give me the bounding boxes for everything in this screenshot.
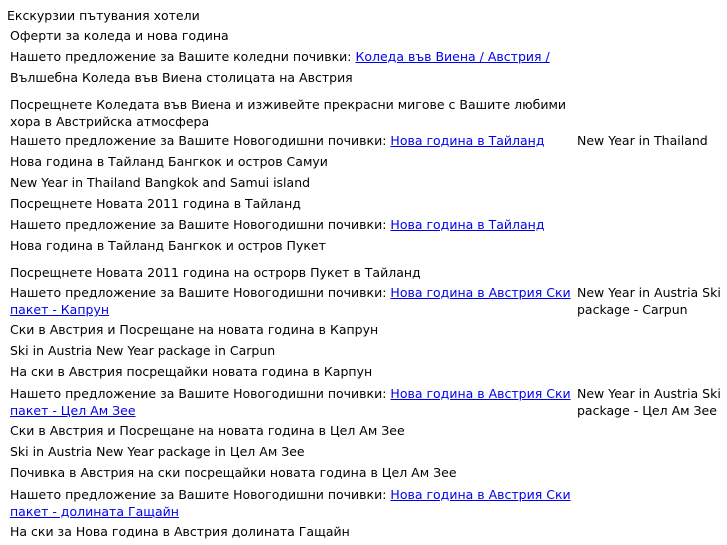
offer-lead-in: Нашето предложение за Вашите коледни почивки: (10, 49, 352, 64)
offer-lead-in: Нашето предложение за Вашите Новогодишни почивки: (10, 386, 387, 401)
table-row (6, 130, 727, 151)
table-row (6, 319, 727, 340)
offer-side-label: New Year in Austria Ski package - Carpun (577, 285, 721, 317)
table-row (6, 420, 727, 441)
table-row (6, 46, 727, 67)
offer-link-christmas-vienna[interactable]: Коледа във Виена / Австрия / (355, 49, 550, 64)
table-row (6, 521, 727, 542)
offer-lead-in: Нашето предложение за Вашите Новогодишни почивки: (10, 133, 387, 148)
offer-description: Посрещнете Новата 2011 година на острорв Пукет в Тайланд (10, 265, 421, 280)
offers-table (6, 25, 727, 542)
table-row (6, 25, 727, 46)
offer-title: Ски в Австрия и Посрещане на новата година в Цел Ам Зее (10, 423, 405, 438)
table-row (6, 193, 727, 214)
page-title: Екскурзии пътувания хотели (7, 8, 200, 23)
offer-description: Посрещнете Новата 2011 година в Тайланд (10, 196, 301, 211)
offer-title: На ски за Нова година в Австрия долината Гащайн (10, 524, 350, 539)
table-row (6, 151, 727, 172)
offer-side-label: New Year in Austria Ski package - Цел Ам Зее (577, 386, 721, 418)
offer-lead-in: Нашето предложение за Вашите Новогодишни почивки: (10, 217, 387, 232)
offer-link-thailand-samui[interactable]: Нова година в Тайланд (390, 133, 545, 148)
table-row (6, 441, 727, 462)
offer-side-label: New Year in Thailand (577, 133, 708, 148)
offer-title: Нова година в Тайланд Бангкок и остров Пукет (10, 238, 326, 253)
table-row (6, 88, 727, 130)
offer-lead-in: Нашето предложение за Вашите Новогодишни почивки: (10, 487, 387, 502)
table-row (6, 361, 727, 382)
table-row (6, 67, 727, 88)
table-row (6, 462, 727, 483)
offer-link-austria-gastein[interactable]: Нова година в Австрия Ски пакет - долината Гащайн (10, 487, 571, 519)
offer-title-en: Ski in Austria New Year package in Цел Ам Зее (10, 444, 305, 459)
table-row (6, 172, 727, 193)
table-row (6, 235, 727, 256)
table-row (6, 214, 727, 235)
table-row (6, 256, 727, 281)
offer-title: Ски в Австрия и Посрещане на новата година в Капрун (10, 322, 379, 337)
offer-description: Почивка в Австрия на ски посрещайки новата година в Цел Ам Зее (10, 465, 457, 480)
offers-heading: Оферти за коледа и нова година (10, 28, 229, 43)
offer-link-austria-zell-am-see[interactable]: Нова година в Австрия Ски пакет - Цел Ам Зее (10, 386, 571, 418)
offer-title: Нова година в Тайланд Бангкок и остров Самуи (10, 154, 328, 169)
offer-title-en: Ski in Austria New Year package in Carpun (10, 343, 276, 358)
offer-description: Посрещнете Коледата във Виена и изживейте прекрасни мигове с Вашите любими хора в Австрийска атмосфера (10, 97, 567, 129)
table-row (6, 483, 727, 521)
table-row (6, 382, 727, 420)
offer-link-thailand-phuket[interactable]: Нова година в Тайланд (390, 217, 545, 232)
offer-description: На ски в Австрия посрещайки новата година в Карпун (10, 364, 373, 379)
table-row (6, 281, 727, 319)
offer-title-en: New Year in Thailand Bangkok and Samui island (10, 175, 311, 190)
offer-link-austria-kaprun[interactable]: Нова година в Австрия Ски пакет - Капрун (10, 285, 571, 317)
offer-title: Вълшебна Коледа във Виена столицата на Австрия (10, 70, 353, 85)
offer-lead-in: Нашето предложение за Вашите Новогодишни почивки: (10, 285, 387, 300)
table-row (6, 340, 727, 361)
